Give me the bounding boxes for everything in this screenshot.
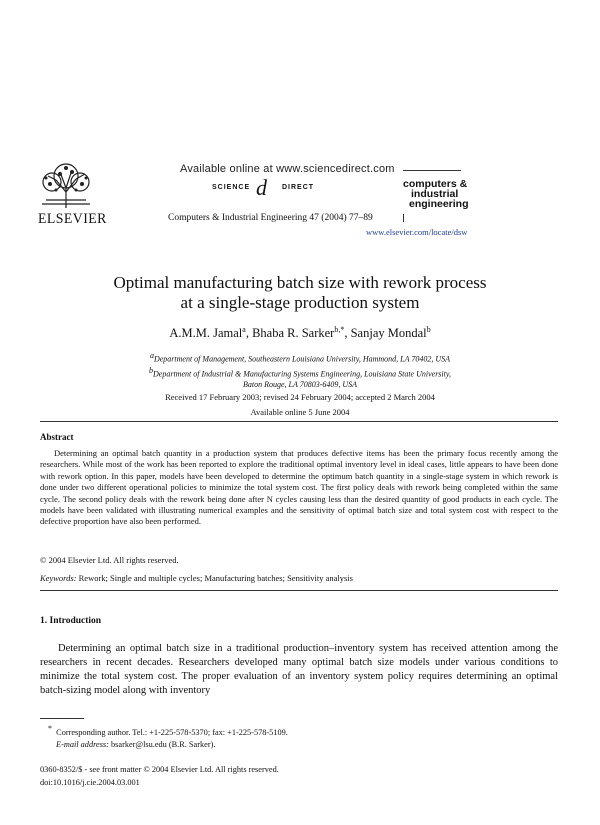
available-online-date: Available online 5 June 2004 bbox=[250, 407, 350, 417]
corresponding-author: Corresponding author. Tel.: +1-225-578-5370; fax: +1-225-578-5109. bbox=[56, 727, 288, 737]
affiliations bbox=[60, 350, 540, 390]
author-affiliation-mark[interactable]: b,* bbox=[334, 325, 345, 334]
journal-logo-line1: computers & bbox=[403, 178, 468, 190]
author-affiliation-mark: a bbox=[242, 325, 246, 334]
author-name: Sanjay Mondal bbox=[350, 326, 427, 341]
front-matter-info bbox=[40, 764, 279, 789]
abstract-top-rule bbox=[40, 421, 558, 422]
affiliation-b: $^b$Department of Industrial & Manufacturing Systems Engineering, Louisiana State University, bbox=[149, 365, 451, 379]
doi-line[interactable]: doi:10.1016/j.cie.2004.03.001 bbox=[40, 777, 140, 787]
sciencedirect-logo-direct: DIRECT bbox=[282, 184, 315, 191]
journal-url-link[interactable]: www.elsevier.com/locate/dsw bbox=[366, 227, 468, 237]
author-name: Bhaba R. Sarker bbox=[252, 326, 335, 341]
journal-logo-line2: industrial bbox=[411, 188, 459, 200]
abstract-copyright: © 2004 Elsevier Ltd. All rights reserved. bbox=[40, 555, 179, 565]
abstract-bottom-rule bbox=[40, 590, 558, 591]
affiliation-a: $^a$Department of Management, Southeastern Louisiana University, Hammond, LA 70402, USA bbox=[149, 351, 451, 364]
article-title-line1: Optimal manufacturing batch size with rework process bbox=[113, 273, 487, 292]
sciencedirect-logo-science: SCIENCE bbox=[212, 184, 251, 191]
journal-logo-rule bbox=[403, 170, 461, 171]
email-label: E-mail address: bbox=[56, 739, 109, 749]
elsevier-tree-logo bbox=[38, 162, 94, 210]
section-heading-introduction: 1. Introduction bbox=[40, 616, 102, 626]
article-dates bbox=[60, 390, 540, 420]
sciencedirect-logo bbox=[212, 175, 324, 200]
abstract-heading: Abstract bbox=[40, 432, 74, 442]
keywords bbox=[40, 573, 353, 583]
author-list: A.M.M. Jamal$^a$, Bhaba R. Sarker$^{b,*}$, Sanjay Mondal$^b$ bbox=[169, 325, 431, 341]
introduction-paragraph: Determining an optimal batch size in a traditional production–inventory system has received attention among the researchers in recent decades. Researchers developed many optimal batch size models under various conditions to minimize the total system cost. The proper evaluation of an inventory system policy requires determining an optimal batch-sizing model along with inventory bbox=[40, 643, 558, 696]
keywords-list: Rework; Single and multiple cycles; Manufacturing batches; Sensitivity analysis bbox=[78, 573, 353, 583]
author-name: A.M.M. Jamal bbox=[169, 326, 243, 341]
author-affiliation-mark: b bbox=[426, 325, 431, 334]
issn-line: 0360-8352/$ - see front matter © 2004 Elsevier Ltd. All rights reserved. bbox=[40, 765, 279, 774]
email-address[interactable]: bsarker@lsu.edu (B.R. Sarker). bbox=[111, 739, 216, 749]
abstract-body: Determining an optimal batch quantity in a production system that produces defective items has been the primary focus recently among the researchers. While most of the work has been reported to explore the traditional optimal inventory level in ideal cases, little appears to have been done with rework option. In this paper, models have been developed to determine the optimum batch quantity in a single-stage system in which rework is done under two different operational policies to minimize the total system cost. The first policy deals with rework being completed within the same cycle. The second policy deals with the rework being done after N cycles causing less than the desired quantity of good products in each cycle. The models have been validated with illustrating numerical examples and the sensitivity of optimal batch size and total system cost with respect to the defective proportion have also been performed. bbox=[40, 448, 558, 527]
elsevier-wordmark: ELSEVIER bbox=[38, 211, 107, 227]
journal-logo-line3: engineering bbox=[409, 198, 469, 210]
received-dates: Received 17 February 2003; revised 24 February 2004; accepted 2 March 2004 bbox=[165, 392, 435, 402]
sciencedirect-logo-mark: d bbox=[256, 175, 267, 200]
footnote-mark: * bbox=[48, 724, 52, 733]
affiliation-b-cont: Baton Rouge, LA 70803-6409, USA bbox=[242, 380, 358, 390]
journal-reference: Computers & Industrial Engineering 47 (2004) 77–89 bbox=[168, 213, 373, 223]
journal-logo-tick bbox=[403, 214, 404, 222]
available-online-text: Available online at www.sciencedirect.com bbox=[180, 163, 395, 175]
footnote-rule bbox=[40, 718, 84, 719]
footnote bbox=[48, 723, 288, 751]
keywords-label: Keywords: bbox=[40, 573, 77, 583]
journal-logo bbox=[403, 179, 469, 209]
article-title-line2: at a single-stage production system bbox=[180, 293, 420, 312]
article-title bbox=[60, 273, 540, 313]
